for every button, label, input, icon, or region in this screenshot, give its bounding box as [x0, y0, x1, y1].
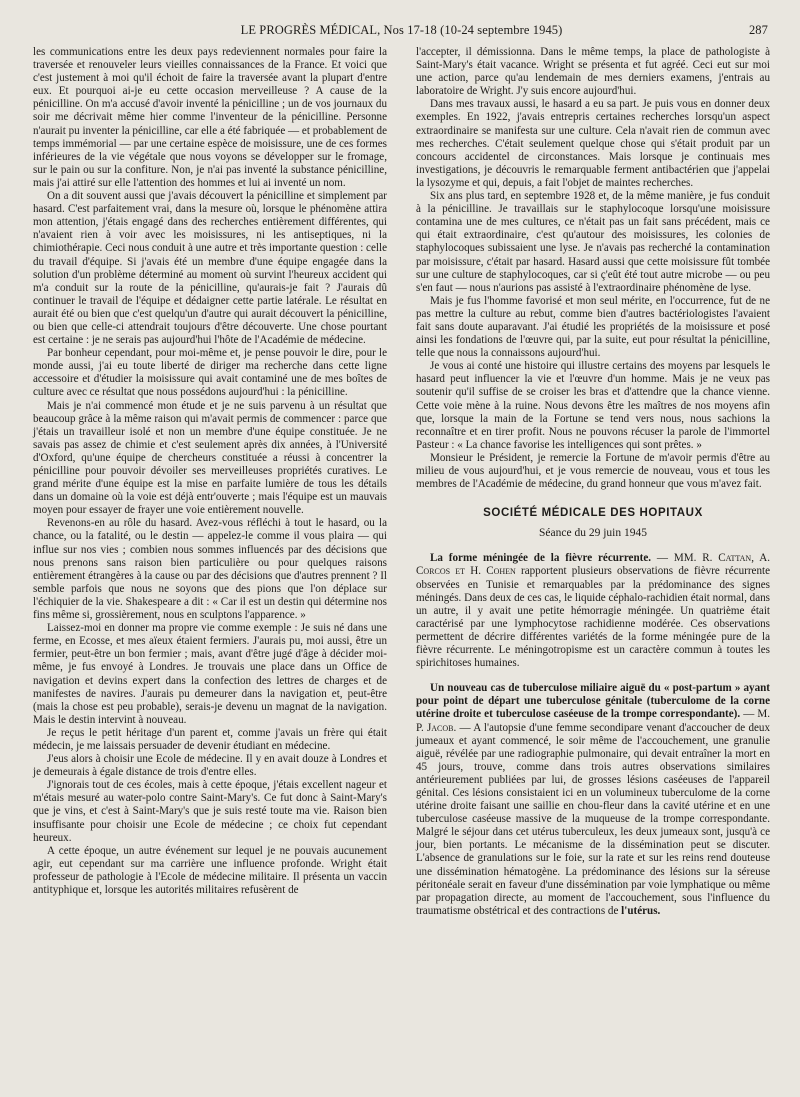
abstract-body-end: l'utérus. — [621, 904, 661, 917]
abstract-entry — [416, 552, 770, 670]
paragraph: A cette époque, un autre événement sur lequel je ne pouvais aucunement agir, eut cependant sur ma carrière une influence profonde. Wright était professeur de pathologie à l'Ecole de médecine militaire. Il présenta un vaccin antityphique et, lorsque les autorités militaires refusèrent de — [33, 844, 387, 896]
session-date: Séance du 29 juin 1945 — [539, 527, 647, 540]
paragraph: les communications entre les deux pays redeviennent normales pour faire la traversée et renouveler leurs vieilles connaissances de la France. Et voici que c'est justement à moi qu'il échoit de faire la traversée avant la plupart d'entre eux. Et pourquoi ai-je eu cette occasion merveilleuse ? A cause de la pénicilline. On m'a accusé d'avoir inventé la pénicilline ; un de vos journaux du soir me décrivait même hier comme l'inventeur de la pénicilline. Personne n'aurait pu inventer la pénicilline, car elle a été fabriquée — et probablement de temps immémorial — par une certaine espèce de moisissure, une de ces formes inférieures de la vie végétale que nous voyons se développer sur le fromage, sur le pain ou sur la confiture. Non, je n'ai pas inventé la substance pénicilline, mais j'ai attiré sur elle l'attention des hommes et lui ai inventé un nom. — [33, 46, 387, 189]
abstract-body: . — A l'autopsie d'une femme secondipare venant d'accoucher de deux jumeaux et ayant commencé, le soir même de l'accouchement, une granulie aiguë, révélée par une radiographie pulmonaire, qui devait entraîner la mort en 45 jours, trouve, comme dans trois autres observations similaires antérieurement publiées par lui, de grosses lésions caséeuses de l'appareil génital. Ces lésions consistaient ici en un volumineux tuberculome de la corne utérine droite faisant une saillie en chou-fleur dans la cavité utérine et en une tuberculose caséeuse massive de la muqueuse de la trompe correspondante. Malgré le séjour dans cet utérus tuberculeux, les deux jumeaux sont, jusqu'à ce jour, bien portants. Le mécanisme de la dissémination peut se discuter. L'absence de granulations sur le foie, sur la rate et sur les reins rend douteuse une dissémination hématogène. La prédominance des lésions sur la séreuse péritonéale serait en faveur d'une dissémination par voie lymphatique ou même par propagation directe, au moment de l'accouchement, sous l'influence du traumatisme obstétrical et des contractions de — [416, 721, 771, 917]
paragraph: Six ans plus tard, en septembre 1928 et, de la même manière, je fus conduit à la pénicilline. Je travaillais sur le staphylocoque lorsqu'une moisissure contamina une de mes cultures, ce n'était pas un fait sans précédent, mais ce qui était extraordinaire, c'est qu'autour des moisissures, les colonies de staphylocoques subissaient une lyse. Je n'avais pas recherché la contamination par moisissure, c'était par hasard. Hasard aussi que cette moisissure fût tombée sur une culture de staphylocoques, car si ç'eût été tout autre microbe — ou peu s'en faut — nous n'aurions pas assisté à l'extraordinaire phénomène de lyse. — [416, 190, 770, 294]
paragraph: Revenons-en au rôle du hasard. Avez-vous réfléchi à tout le hasard, ou la chance, ou la fatalité, ou le destin — appelez-le comme il vous plaira — qui influe sur nos vies ; combien nous sommes influencés par des décisions que nous prenons sans raison bien particulière ou pour quelques raisons entièrement étrangères à la cause ou par des décisions que d'autres prennent ? Il semble parfois que nous ne soyons que des pions que l'on déplace sur l'échiquier de la vie. Shakespeare a dit : « Car il est un destin qui détermine nos fins même si, grossièrement, nous en sculptons l'apparence. » — [33, 517, 387, 622]
paragraph: Par bonheur cependant, pour moi-même et, je pense pouvoir le dire, pour le monde aussi, j'ai eu toute liberté de diriger ma recherche dans cette ligne accessoire et d'étudier la moisissure qui avait contaminé une de mes boîtes de culture avec ce résultat que nous possédons aujourd'hui : la pénicilline. — [33, 347, 387, 399]
paragraph: Mais je n'ai commencé mon étude et je ne suis parvenu à un résultat que beaucoup grâce à la même raison qui m'avait permis de commencer : parce que j'étais un travailleur isolé et non un membre d'une équipe constituée. Je ne savais pas assez de chimie et c'est seulement après dix années, à l'Université d'Oxford, qu'une équipe de chercheurs constituée a réussi à concentrer la pénicilline pour pouvoir dévoiler ses merveilleuses propriétés curatives. Le grand mérite d'une équipe est la mise en parfaite lumière de tous les détails dans un domaine où la voie est déjà entr'ouverte ; mais l'équipe est un mauvais moyen pour essayer de frayer une voie entièrement nouvelle. — [33, 399, 387, 517]
paragraph: Laissez-moi en donner ma propre vie comme exemple : Je suis né dans une ferme, en Ecosse, et mes aïeux étaient fermiers. J'aurais pu, moi aussi, être un fermier, peut-être un bon fermier ; mais, avant d'être jugé d'âge à décider moi-même, je fus envoyé à Londres. Je trouvais une place dans un Office de navigation et devins expert dans la confection des lettres de charges et de manifestes de navires. J'aurais pu demeurer dans la navigation et, peut-être (mais la chose est peu probable), serais-je devenu un magnat de la navigation. Mais le destin intervint à nouveau. — [33, 622, 387, 726]
page-number: 287 — [748, 23, 768, 37]
running-head: LE PROGRÈS MÉDICAL, Nos 17-18 (10-24 septembre 1945) — [240, 23, 563, 37]
abstract-entry — [416, 682, 770, 918]
left-column — [33, 46, 387, 918]
page-header — [33, 20, 770, 40]
abstract-title: La forme méningée de la fièvre récurrente. — [430, 552, 652, 565]
two-column-body — [33, 46, 770, 918]
paragraph: Je reçus le petit héritage d'un parent et, comme j'avais un frère qui était médecin, je me laissais persuader de devenir étudiant en médecine. — [33, 726, 387, 752]
paragraph: On a dit souvent aussi que j'avais découvert la pénicilline et simplement par hasard. C'est parfaitement vrai, dans la mesure où, lorsque le phénomène attira mon attention, j'étais engagé dans des recherches entièrement différentes, qui n'avaient rien à voir avec les moisissures, ni les antiseptiques, ni la chimiothérapie. Ceci nous conduit à une autre et très importante question : celle du travail d'équipe. Si j'avais été un membre d'une équipe engagée dans la solution d'un problème déterminé au moment où survint l'heureux accident qui m'a conduit sur la route de la pénicilline, qu'aurais-je fait ? J'aurais dû continuer le travail de l'équipe et dédaigner cette partie latérale. Le résultat en aurait été ou bien que c'est quelqu'un d'autre qui aurait découvert la pénicilline, ou bien que celle-ci attendrait toujours d'être découverte. Une chose pourtant est certaine : je ne serais pas aujourd'hui l'hôte de l'Académie de médecine. — [33, 190, 387, 347]
paragraph: Dans mes travaux aussi, le hasard a eu sa part. Je puis vous en donner deux exemples. En 1922, j'avais entrepris certaines recherches lorsqu'un aspect extraordinaire se manifesta sur une culture. Cela n'avait rien de commun avec mes recherches. C'était seulement quelque chose qui s'était produit par un concours accidentel de circonstances. Mais lorsque je continuais mes investigations, je découvris le remarquable ferment antibactérien que j'appelai la lysozyme et qui, depuis, a fait l'objet de maintes recherches. — [416, 98, 770, 189]
society-heading: SOCIÉTÉ MÉDICALE DES HOPITAUX — [483, 507, 703, 520]
abstract-authors: P. Jacob — [416, 721, 454, 734]
paragraph: Monsieur le Président, je remercie la Fortune de m'avoir permis d'être au milieu de vous aujourd'hui, et je vous remercie de nouveau, vous et tous les membres de l'Académie de médecine, du grand honneur que vous m'avez fait. — [416, 451, 770, 491]
paragraph: Je vous ai conté une histoire qui illustre certains des moyens par lesquels le hasard peut influencer la vie et l'œuvre d'un homme. Mais je ne veux pas soutenir qu'il suffise de se croiser les bras et d'attendre que la chance vienne. Cette voie mène à la ruine. Nous devons être les maîtres de nos moyens afin que, lorsque la main de la Fortune se tend vers nous, nous sachions la reconnaître et en tirer profit. Nous ne pouvons récuser la parole de l'immortel Pasteur : « La chance favorise les intelligences qui sont prêtes. » — [416, 360, 770, 451]
abstract-body: rapportent plusieurs observations de fièvre récurrente observées en Tunisie et remarquables par la prédominance des signes méningés. Dans deux de ces cas, le liquide céphalo-rachidien était normal, dans un autre, il y avait une petite hémorragie méningée. Un quatrième était caractérisé par une lymphocytose rachidienne modérée. Ces observations permettent de décrire différentes variétés de la forme méningée pure de la fièvre récurrente. Le méningotropisme est un caractère commun à toutes les spirichitoses humaines. — [416, 565, 770, 670]
authors-prefix: — M. — [740, 708, 770, 721]
right-column — [416, 46, 770, 918]
authors-prefix: — MM. — [651, 552, 703, 565]
paragraph: J'ignorais tout de ces écoles, mais à cette époque, j'étais excellent nageur et m'étais mesuré au water-polo contre Saint-Mary's. Ce fut donc à Saint-Mary's que je vins, et c'est à Saint-Mary's que je suis resté toute ma vie. Raison bien insuffisante pour choisir une Ecole de médecine ; ce choix fut cependant heureux. — [33, 779, 387, 844]
paragraph: J'eus alors à choisir une Ecole de médecine. Il y en avait douze à Londres et je demeurais à égale distance de trois d'entre elles. — [33, 753, 387, 779]
paragraph: Mais je fus l'homme favorisé et mon seul mérite, en l'occurrence, fut de ne pas mettre la culture au rebut, comme bien d'autres bactériologistes l'avaient fait sans doute auparavant. J'ai étudié les propriétés de la moisissure et posé ainsi les fondations de l'œuvre qui, par la suite, eut pour résultat la pénicilline, telle que nous la connaissons aujourd'hui. — [416, 294, 770, 360]
abstract-authors: R. Cattan, A. Corcos et H. Cohen — [416, 552, 770, 578]
abstract-title: Un nouveau cas de tuberculose miliaire aiguë du « post-partum » ayant pour point de départ une tuberculose génitale (tuberculome de la corne utérine droite et tuberculose caséeuse de la trompe correspondante). — [416, 682, 770, 721]
paragraph: l'accepter, il démissionna. Dans le même temps, la place de pathologiste à Saint-Mary's était vacance. Wright se présenta et fut agréé. Ceci eut sur moi une action, parce qu'au lendemain de mes derniers examens, j'entrais au laboratoire de Wright. J'y suis encore aujourd'hui. — [416, 46, 770, 98]
